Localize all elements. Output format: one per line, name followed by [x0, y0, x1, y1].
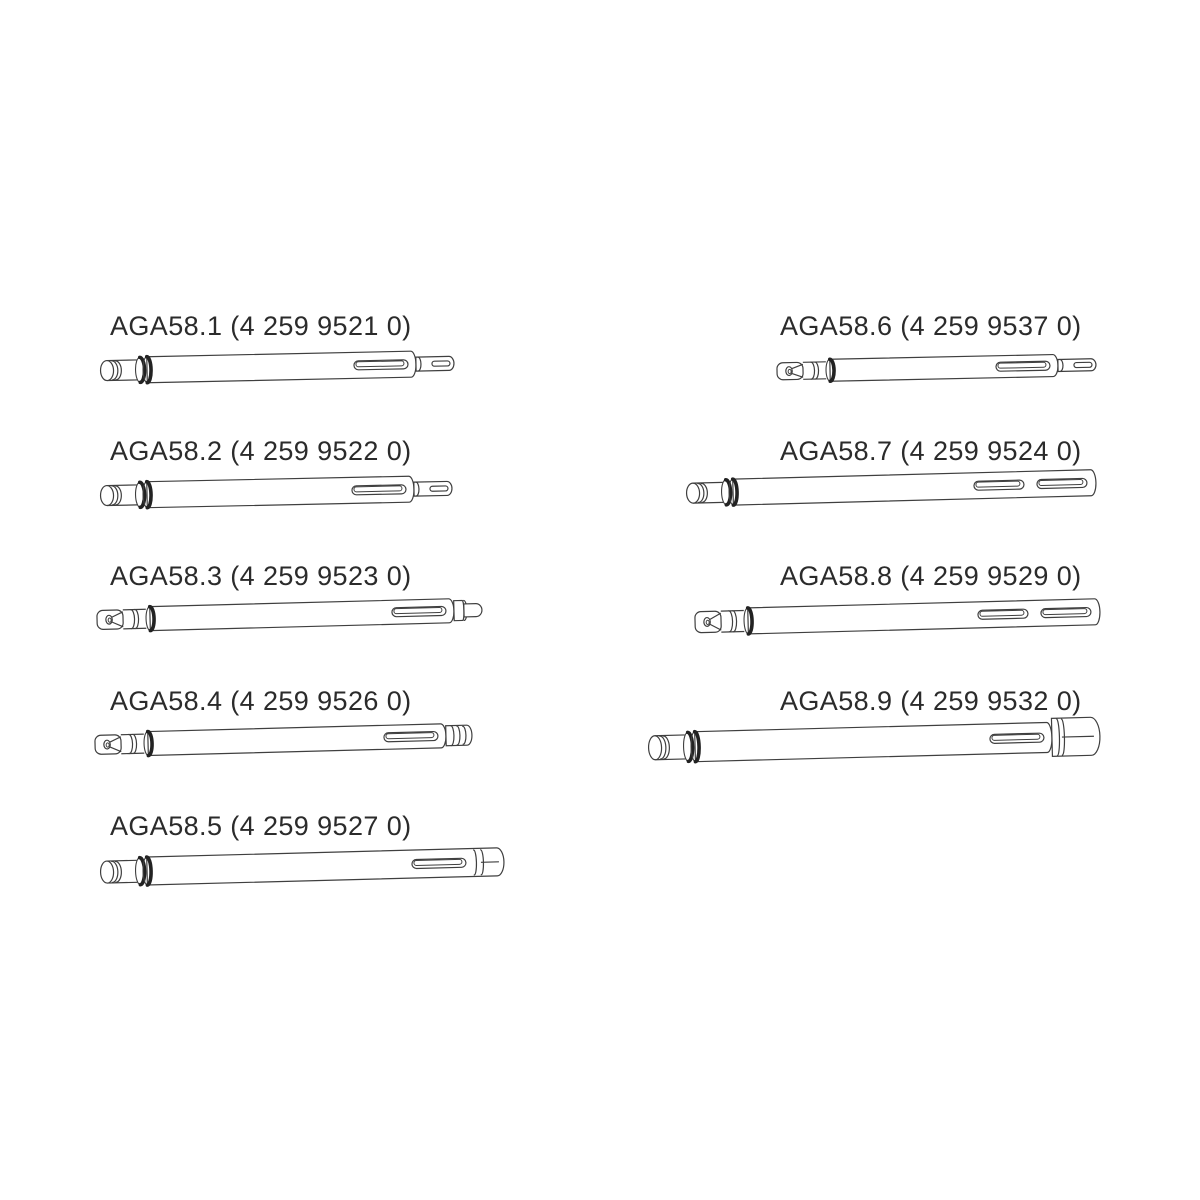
- part-label-aga58-9: AGA58.9 (4 259 9532 0): [780, 686, 1082, 716]
- shaft-drawing-aga58-1: [96, 340, 459, 394]
- part-label-aga58-7: AGA58.7 (4 259 9524 0): [780, 436, 1082, 466]
- part-label-aga58-2: AGA58.2 (4 259 9522 0): [110, 436, 412, 466]
- shaft-drawing-aga58-5: [95, 837, 506, 898]
- shaft-drawing-aga58-8: [691, 587, 1102, 648]
- shaft-drawing-aga58-2: [96, 465, 457, 519]
- part-label-aga58-3: AGA58.3 (4 259 9523 0): [110, 561, 412, 591]
- part-label-aga58-5: AGA58.5 (4 259 9527 0): [110, 811, 412, 841]
- shaft-drawing-aga58-9: [643, 706, 1104, 778]
- part-label-aga58-4: AGA58.4 (4 259 9526 0): [110, 686, 412, 716]
- shaft-drawing-aga58-7: [681, 459, 1098, 518]
- part-label-aga58-1: AGA58.1 (4 259 9521 0): [110, 311, 412, 341]
- part-label-aga58-6: AGA58.6 (4 259 9537 0): [780, 311, 1082, 341]
- shaft-drawing-aga58-4: [91, 711, 474, 769]
- shaft-drawing-aga58-3: [93, 587, 484, 643]
- part-label-aga58-8: AGA58.8 (4 259 9529 0): [780, 561, 1082, 591]
- shaft-drawing-aga58-6: [774, 344, 1101, 393]
